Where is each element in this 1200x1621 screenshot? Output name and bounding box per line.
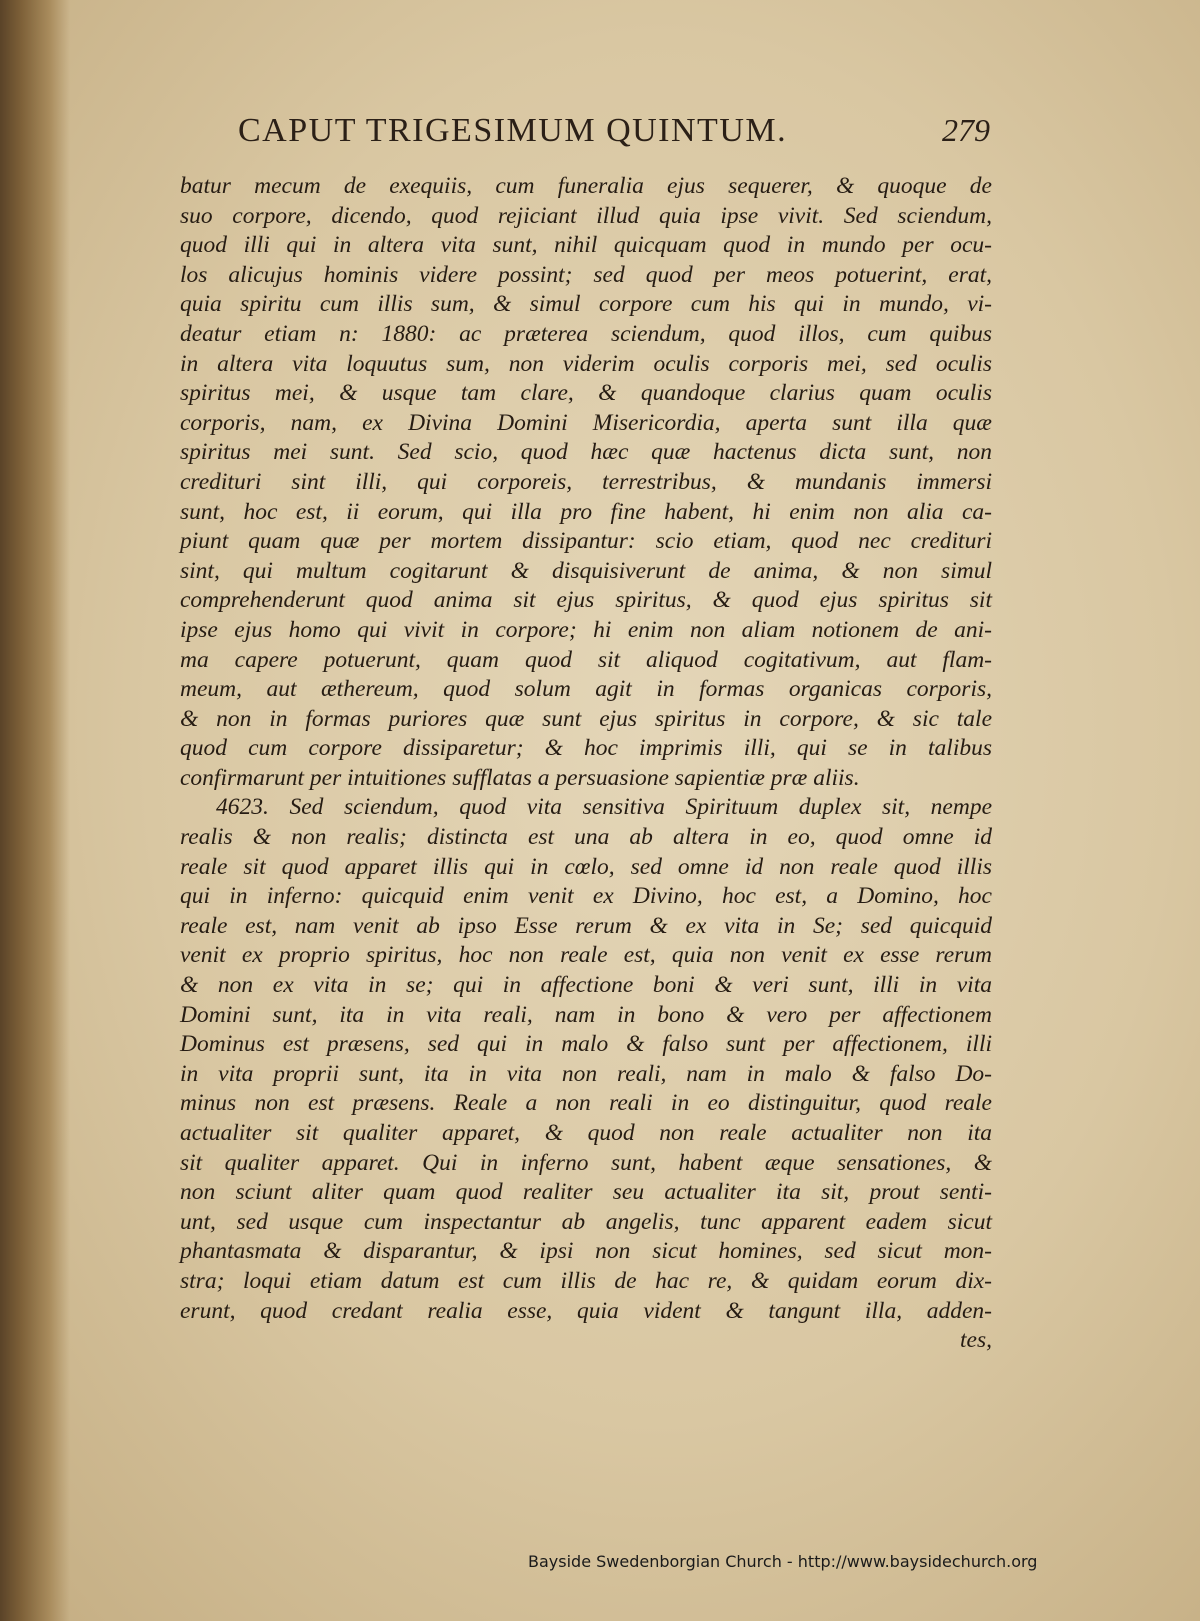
text-line: piunt quam quæ per mortem dissipantur: scio etiam, quod nec credituri [180,528,992,555]
text-line: erunt, quod credant realia esse, quia vident & tangunt illa, adden- [180,1297,992,1324]
text-line: unt, sed usque cum inspectantur ab angelis, tunc apparent eadem sicut [180,1208,992,1235]
body-text [180,172,992,1356]
text-line: & non ex vita in se; qui in affectione boni & veri sunt, illi in vita [180,972,992,999]
text-line: stra; loqui etiam datum est cum illis de hac re, & quidam eorum dix- [180,1267,992,1294]
text-line: quod illi qui in altera vita sunt, nihil quicquam quod in mundo per ocu- [180,232,992,259]
text-line: meum, aut æthereum, quod solum agit in formas organicas corporis, [180,676,992,703]
text-line: comprehenderunt quod anima sit ejus spiritus, & quod ejus spiritus sit [180,587,992,614]
text-line: Dominus est præsens, sed qui in malo & falso sunt per affectionem, illi [180,1031,992,1058]
text-line: sunt, hoc est, ii eorum, qui illa pro fine habent, hi enim non alia ca- [180,498,992,525]
text-line: qui in inferno: quicquid enim venit ex Divino, hoc est, a Domino, hoc [180,883,992,910]
text-line: credituri sint illi, qui corporeis, terrestribus, & mundanis immersi [180,468,992,495]
page-header [230,112,990,162]
text-line: sint, qui multum cogitarunt & disquisiverunt de anima, & non simul [180,557,992,584]
text-line: spiritus mei sunt. Sed scio, quod hæc quæ hactenus dicta sunt, non [180,439,992,466]
text-line: ma capere potuerunt, quam quod sit aliquod cogitativum, aut flam- [180,646,992,673]
page-gutter-shadow [0,0,70,1621]
text-line: reale est, nam venit ab ipso Esse rerum & ex vita in Se; sed quicquid [180,912,992,939]
text-line: corporis, nam, ex Divina Domini Misericordia, aperta sunt illa quæ [180,409,992,436]
text-line: minus non est præsens. Reale a non reali in eo distinguitur, quod reale [180,1090,992,1117]
footer-credit: Bayside Swedenborgian Church - http://www.baysidechurch.org [528,1552,1038,1571]
text-line: sit qualiter apparet. Qui in inferno sunt, habent æque sensationes, & [180,1149,992,1176]
text-line: venit ex proprio spiritus, hoc non reale est, quia non venit ex esse rerum [180,942,992,969]
page-number: 279 [942,112,990,148]
text-line: quia spiritu cum illis sum, & simul corpore cum his qui in mundo, vi- [180,291,992,318]
text-line: realis & non realis; distincta est una ab altera in eo, quod omne id [180,824,992,851]
text-line: in altera vita loquutus sum, non viderim oculis corporis mei, sed oculis [180,350,992,377]
text-line-paragraph-end: confirmarunt per intuitiones sufflatas a persuasione sapientiæ præ aliis. [180,764,860,791]
text-line: phantasmata & disparantur, & ipsi non sicut homines, sed sicut mon- [180,1238,992,1265]
text-line: spiritus mei, & usque tam clare, & quandoque clarius quam oculis [180,380,992,407]
text-line: batur mecum de exequiis, cum funeralia ejus sequerer, & quoque de [180,173,992,199]
text-line: in vita proprii sunt, ita in vita non reali, nam in malo & falso Do- [180,1060,992,1087]
text-line: los alicujus hominis videre possint; sed quod per meos potuerint, erat, [180,261,992,288]
text-line: ipse ejus homo qui vivit in corpore; hi enim non aliam notionem de ani- [180,616,992,643]
text-line: deatur etiam n: 1880: ac præterea sciendum, quod illos, cum quibus [180,320,992,347]
catchword: tes, [960,1327,992,1354]
text-line: Domini sunt, ita in vita reali, nam in bono & vero per affectionem [180,1001,992,1028]
text-line: non sciunt aliter quam quod realiter seu actualiter ita sit, prout senti- [180,1179,992,1206]
paragraph-4623-start: 4623. Sed sciendum, quod vita sensitiva Spirituum duplex sit, nempe [216,794,992,821]
text-line: reale sit quod apparet illis qui in cœlo, sed omne id non reale quod illis [180,853,992,880]
text-line: & non in formas puriores quæ sunt ejus spiritus in corpore, & sic tale [180,705,992,732]
text-line: actualiter sit qualiter apparet, & quod non reale actualiter non ita [180,1120,992,1146]
text-line: quod cum corpore dissiparetur; & hoc imprimis illi, qui se in talibus [180,735,992,762]
text-line: suo corpore, dicendo, quod rejiciant illud quia ipse vivit. Sed sciendum, [180,202,992,229]
running-title: CAPUT TRIGESIMUM QUINTUM. [238,112,788,149]
